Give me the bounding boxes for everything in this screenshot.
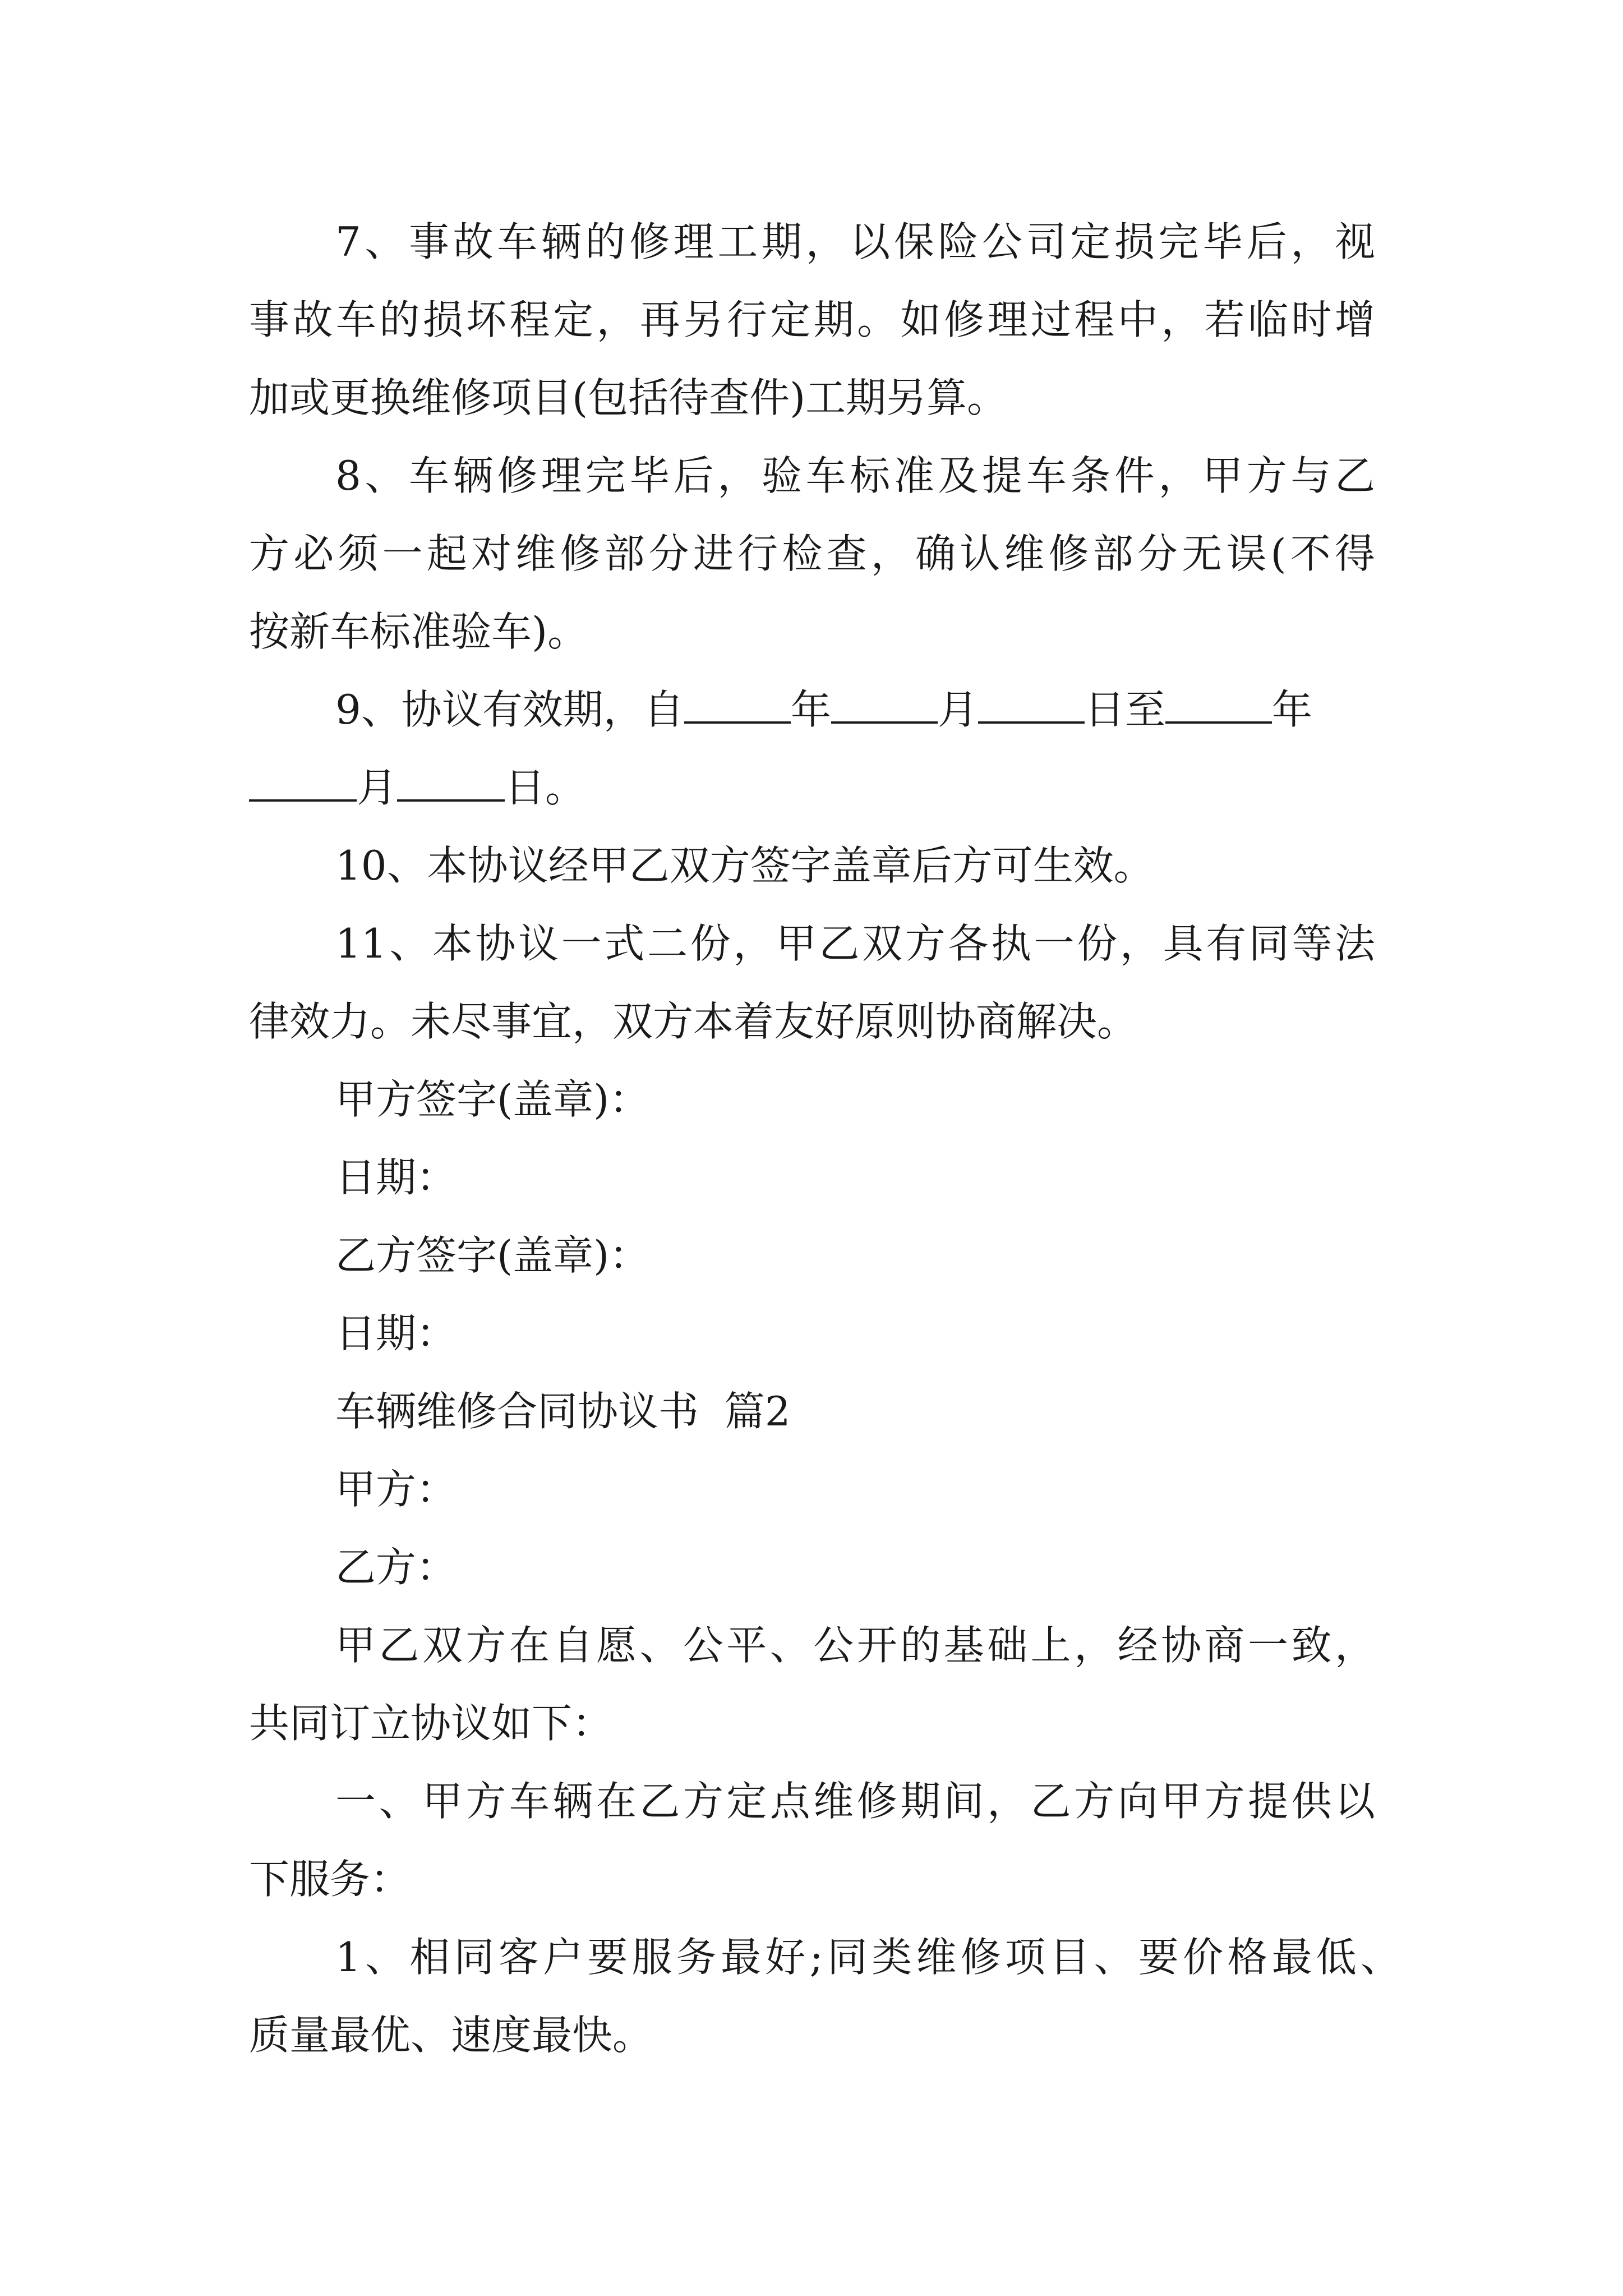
- signature-label-party-b: 乙方签字(盖章)：: [335, 1232, 650, 1279]
- month-blank: [831, 687, 938, 724]
- day-blank: [978, 687, 1085, 724]
- year-blank: [684, 687, 791, 724]
- signature-label-party-a: 甲方签字(盖章)：: [335, 1076, 650, 1123]
- date-label: 日期：: [335, 1154, 457, 1201]
- paragraph-line: 下服务：: [249, 1856, 411, 1903]
- paragraph-line: 8、车辆修理完毕后，验车标准及提车条件，甲方与乙: [335, 452, 1375, 499]
- year-blank: [1165, 687, 1272, 724]
- paragraph-line: 甲乙双方在自愿、公平、公开的基础上，经协商一致，: [335, 1622, 1375, 1669]
- paragraph-line: 1、相同客户要服务最好;同类维修项目、要价格最低、: [335, 1934, 1401, 1981]
- clause-9-prefix: 9、协议有效期，自: [335, 686, 684, 733]
- paragraph-line: 共同订立协议如下：: [249, 1700, 613, 1747]
- month-blank: [249, 765, 357, 802]
- month-label: 月: [937, 686, 978, 733]
- paragraph-line: 律效力。未尽事宜，双方本着友好原则协商解决。: [249, 998, 1138, 1045]
- paragraph-line: 方必须一起对维修部分进行检查，确认维修部分无误(不得: [249, 530, 1375, 577]
- clause-9-line-2: [249, 762, 585, 813]
- year-label: 年: [1271, 686, 1312, 733]
- paragraph-line: 事故车的损坏程定，再另行定期。如修理过程中，若临时增: [249, 296, 1375, 343]
- party-b-label: 乙方：: [335, 1544, 457, 1591]
- day-blank: [397, 765, 505, 802]
- clause-9-line-1: [335, 684, 1312, 735]
- section-heading: 车辆维修合同协议书 篇2: [335, 1388, 791, 1435]
- paragraph-line: 7、事故车辆的修理工期，以保险公司定损完毕后，视: [335, 218, 1375, 265]
- day-label: 日。: [505, 764, 586, 811]
- year-label: 年: [790, 686, 831, 733]
- party-a-label: 甲方：: [335, 1466, 457, 1513]
- paragraph-line: 10、本协议经甲乙双方签字盖章后方可生效。: [335, 842, 1154, 889]
- paragraph-line: 质量最优、速度最快。: [249, 2012, 653, 2059]
- date-label: 日期：: [335, 1310, 457, 1357]
- paragraph-line: 一、甲方车辆在乙方定点维修期间，乙方向甲方提供以: [335, 1778, 1375, 1825]
- day-to-label: 日至: [1084, 686, 1165, 733]
- month-label: 月: [357, 764, 398, 811]
- paragraph-line: 加或更换维修项目(包括待查件)工期另算。: [249, 374, 1008, 421]
- paragraph-line: 按新车标准验车)。: [249, 608, 588, 655]
- paragraph-line: 11、本协议一式二份，甲乙双方各执一份，具有同等法: [335, 920, 1375, 967]
